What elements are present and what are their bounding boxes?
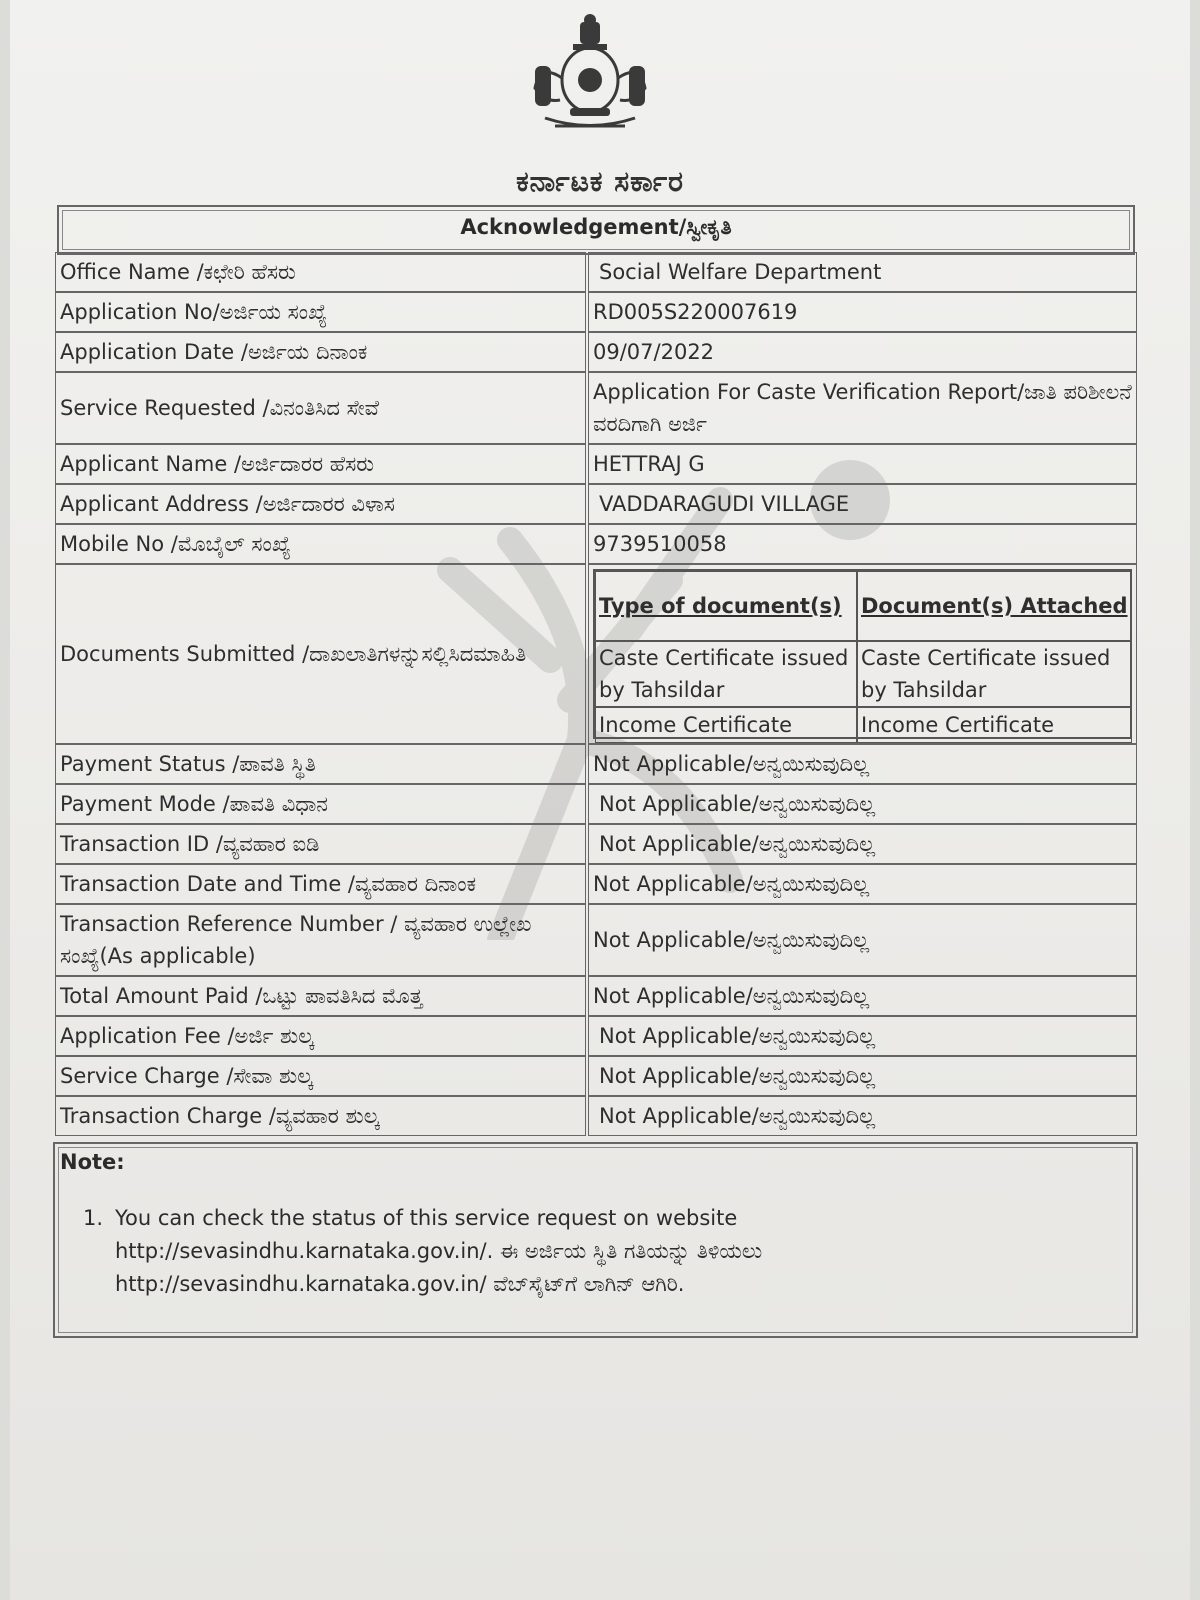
field-label: Application Date /ಅರ್ಜಿಯ ದಿನಾಂಕ (55, 332, 586, 372)
field-row-transaction-date (55, 864, 1137, 904)
documents-cell (588, 564, 1137, 744)
documents-submitted-row (55, 564, 1137, 744)
doc-col-header-attached: Document(s) Attached (857, 571, 1132, 641)
field-row-application-no (55, 292, 1137, 332)
field-label: Payment Mode /ಪಾವತಿ ವಿಧಾನ (55, 784, 586, 824)
field-row-office-name (55, 252, 1137, 292)
field-label: Transaction Reference Number / ವ್ಯವಹಾರ ಉಲ್ಲೇಖ ಸಂಖ್ಯೆ(As applicable) (55, 904, 586, 976)
note-title: Note: (60, 1150, 125, 1174)
field-label: Service Charge /ಸೇವಾ ಶುಲ್ಕ (55, 1056, 586, 1096)
doc-col-header-type: Type of document(s) (595, 571, 857, 641)
doc-type-cell: Income Certificate (595, 707, 857, 743)
field-row-total-amount (55, 976, 1137, 1016)
documents-table (593, 569, 1132, 739)
note-item-text: You can check the status of this service request on website http://sevasindhu.karnataka.gov.in/. ಈ ಅರ್ಜಿಯ ಸ್ಥಿತಿ ಗತಿಯನ್ನು ತಿಳಿಯಲು http://sevasindhu.karnataka.gov.in/ ವೆಬ್‌ಸೈಟ್‌ಗೆ ಲಾಗಿನ್ ಆಗಿರಿ. (115, 1206, 763, 1296)
field-label: Mobile No /ಮೊಬೈಲ್ ಸಂಖ್ಯೆ (55, 524, 586, 564)
field-row-application-fee (55, 1016, 1137, 1056)
field-label: Total Amount Paid /ಒಟ್ಟು ಪಾವತಿಸಿದ ಮೊತ್ತ (55, 976, 586, 1016)
field-value: Not Applicable/ಅನ್ವಯಿಸುವುದಿಲ್ಲ (588, 1056, 1137, 1096)
karnataka-emblem-icon (515, 8, 665, 138)
field-value: Not Applicable/ಅನ್ವಯಿಸುವುದಿಲ್ಲ (588, 864, 1137, 904)
field-label: Application Fee /ಅರ್ಜಿ ಶುಲ್ಕ (55, 1016, 586, 1056)
field-row-service-charge (55, 1056, 1137, 1096)
government-name: ಕರ್ನಾಟಕ ಸರ್ಕಾರ (516, 165, 684, 198)
field-row-payment-status (55, 744, 1137, 784)
doc-attached-cell: Caste Certificate issued by Tahsildar (857, 641, 1132, 707)
field-value: VADDARAGUDI VILLAGE (588, 484, 1137, 524)
field-label: Applicant Name /ಅರ್ಜಿದಾರರ ಹೆಸರು (55, 444, 586, 484)
field-row-applicant-name (55, 444, 1137, 484)
field-value: Not Applicable/ಅನ್ವಯಿಸುವುದಿಲ್ಲ (588, 904, 1137, 976)
field-value: Not Applicable/ಅನ್ವಯಿಸುವುದಿಲ್ಲ (588, 1096, 1137, 1136)
note-item-number: 1. (83, 1206, 104, 1230)
field-label: Payment Status /ಪಾವತಿ ಸ್ಥಿತಿ (55, 744, 586, 784)
field-value: Not Applicable/ಅನ್ವಯಿಸುವುದಿಲ್ಲ (588, 1016, 1137, 1056)
field-value: RD005S220007619 (588, 292, 1137, 332)
doc-attached-cell: Income Certificate (857, 707, 1132, 743)
field-row-payment-mode (55, 784, 1137, 824)
field-value: Not Applicable/ಅನ್ವಯಿಸುವುದಿಲ್ಲ (588, 824, 1137, 864)
field-label: Office Name /ಕಛೇರಿ ಹೆಸರು (55, 252, 586, 292)
field-label: Service Requested /ವಿನಂತಿಸಿದ ಸೇವೆ (55, 372, 586, 444)
doc-type-cell: Caste Certificate issued by Tahsildar (595, 641, 857, 707)
field-value: Not Applicable/ಅನ್ವಯಿಸುವುದಿಲ್ಲ (588, 744, 1137, 784)
field-row-application-date (55, 332, 1137, 372)
field-value: Application For Caste Verification Report/ಜಾತಿ ಪರಿಶೀಲನೆ ವರದಿಗಾಗಿ ಅರ್ಜಿ (588, 372, 1137, 444)
field-label: Transaction Date and Time /ವ್ಯವಹಾರ ದಿನಾಂಕ (55, 864, 586, 904)
field-row-service-requested (55, 372, 1137, 444)
field-row-applicant-address (55, 484, 1137, 524)
field-value: Not Applicable/ಅನ್ವಯಿಸುವುದಿಲ್ಲ (588, 976, 1137, 1016)
field-label: Transaction Charge /ವ್ಯವಹಾರ ಶುಲ್ಕ (55, 1096, 586, 1136)
field-row-transaction-id (55, 824, 1137, 864)
field-label: Applicant Address /ಅರ್ಜಿದಾರರ ವಿಳಾಸ (55, 484, 586, 524)
field-value: Not Applicable/ಅನ್ವಯಿಸುವುದಿಲ್ಲ (588, 784, 1137, 824)
field-value: Social Welfare Department (588, 252, 1137, 292)
field-label: Application No/ಅರ್ಜಿಯ ಸಂಖ್ಯೆ (55, 292, 586, 332)
field-value: 09/07/2022 (588, 332, 1137, 372)
note-box (53, 1142, 1138, 1338)
field-value: 9739510058 (588, 524, 1137, 564)
field-value: HETTRAJ G (588, 444, 1137, 484)
field-label: Transaction ID /ವ್ಯವಹಾರ ಐಡಿ (55, 824, 586, 864)
field-row-transaction-reference (55, 904, 1137, 976)
acknowledgement-form (55, 252, 1137, 1136)
field-row-transaction-charge (55, 1096, 1137, 1136)
field-row-mobile-no (55, 524, 1137, 564)
documents-label: Documents Submitted /ದಾಖಲಾತಿಗಳನ್ನುಸಲ್ಲಿಸಿದಮಾಹಿತಿ (55, 564, 586, 744)
acknowledgement-title: Acknowledgement/ಸ್ವೀಕೃತಿ (57, 205, 1135, 255)
